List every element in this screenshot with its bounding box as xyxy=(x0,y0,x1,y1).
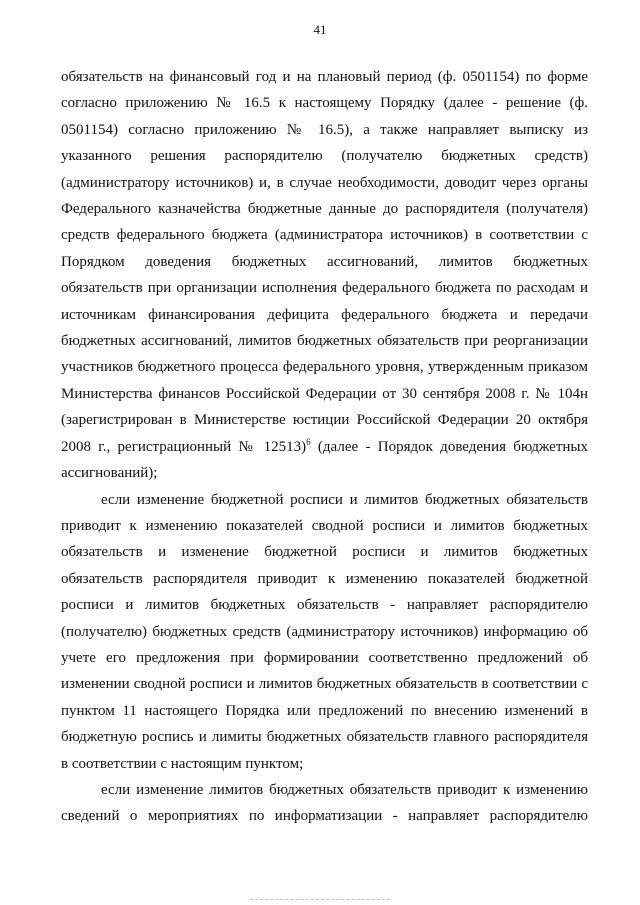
paragraph-budget-change: если изменение бюджетной росписи и лимитов бюджетных обязательств приводит к изменению показателей сводной росписи и лимитов бюджетных обязательств и изменение бюджетной росписи и лимитов бюджетных обязательств распорядителя приводит к изменению показателей бюджетной росписи и лимитов бюджетных обязательств - направляет распорядителю (получателю) бюджетных средств (администратору источников) информацию об учете его предложения при формировании соответственно предложений об изменении сводной росписи и лимитов бюджетных обязательств в соответствии с пунктом 11 настоящего Порядка или предложений по внесению изменений в бюджетную роспись и лимиты бюджетных обязательств главного распорядителя в соответствии с настоящим пунктом; xyxy=(61,491,588,772)
scan-artifact xyxy=(250,899,390,903)
paragraph-informatization: если изменение лимитов бюджетных обязательств приводит к изменению сведений о мероприятиях по информатизации - направляет распорядителю xyxy=(61,781,588,825)
document-body xyxy=(61,64,588,830)
paragraph-text: обязательств на финансовый год и на плановый период (ф. 0501154) по форме согласно приложению № 16.5 к настоящему Порядку (далее - решение (ф. 0501154) согласно приложению № 16.5), а также направляет выписку из указанного решения распорядителю (получателю бюджетных средств) (администратору источников) и, в случае необходимости, доводит через органы Федерального казначейства бюджетные данные до распорядителя (получателя) средств федерального бюджета (администратора источников) в соответствии с Порядком доведения бюджетных ассигнований, лимитов бюджетных обязательств при организации исполнения федерального бюджета по расходам и источникам финансирования дефицита федерального бюджета и передачи бюджетных ассигнований, лимитов бюджетных обязательств при реорганизации участников бюджетного процесса федерального уровня, утвержденным приказом Министерства финансов Российской Федерации от 30 сентября 2008 г. № 104н (зарегистрирован в Министерстве юстиции Российской Федерации 20 октября 2008 г., регистрационный № 12513) xyxy=(61,69,588,455)
paragraph-text-tail: (далее - Порядок доведения бюджетных ассигнований); xyxy=(61,438,589,482)
paragraph-continuation xyxy=(61,64,588,487)
footnote-ref: 6 xyxy=(306,436,311,447)
page-number: 41 xyxy=(313,22,327,37)
